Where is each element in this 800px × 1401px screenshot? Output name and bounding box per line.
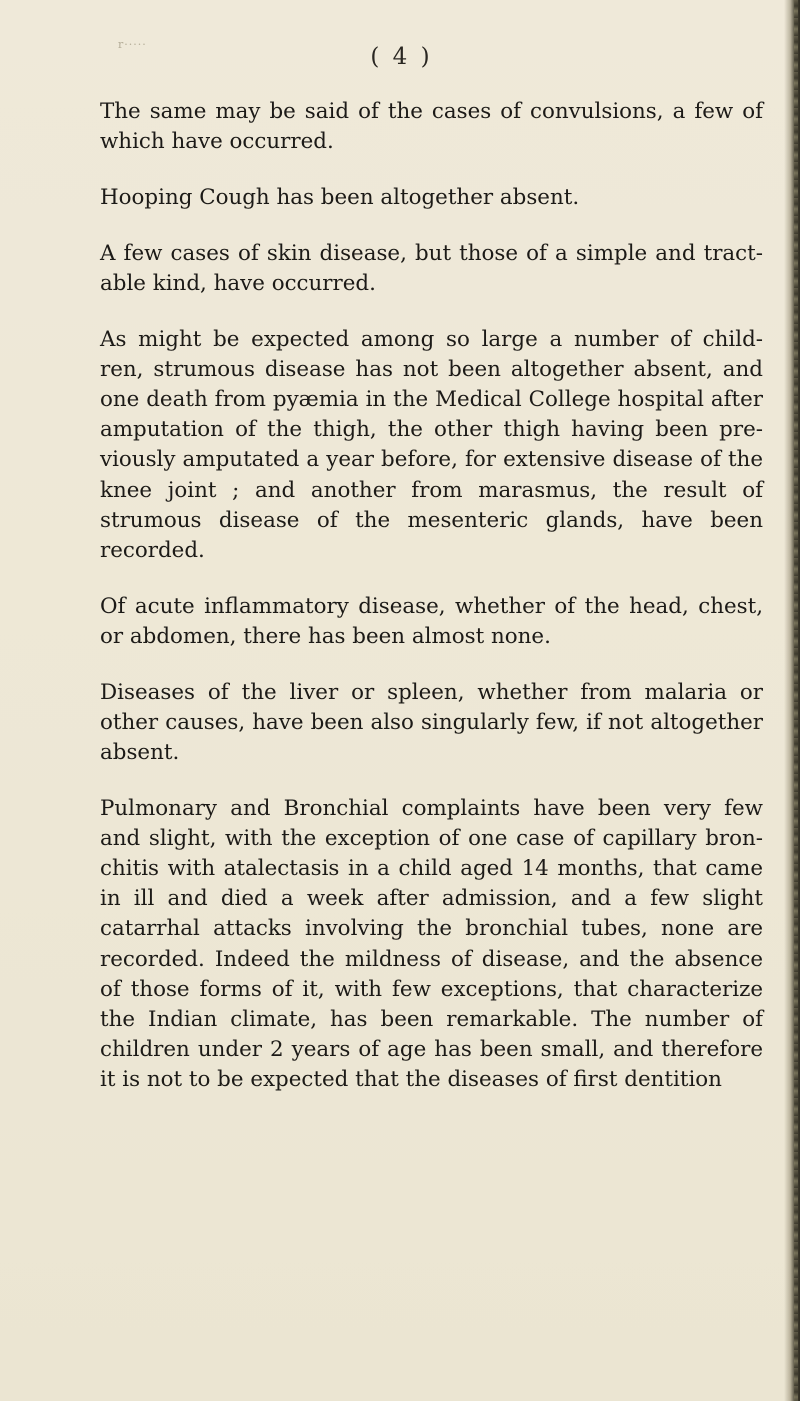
paragraph-pulmonary-bronchial: Pulmonary and Bronchial complaints have been very few and slight, with the exception of one case of capillary bron- chitis with atalectasis in a child aged 14 months, that came in ill and died a week after admission, and a few slight catarrhal attacks involving the bronchial tubes, none are recorded. Indeed the mildness of disease, and the absence of those forms of it, with few exceptions, that characterize the Indian climate, has been remarkable. The number of children under 2 years of age has been small, and therefore it is not to be expected that the diseases of first dentition — [100, 795, 763, 1093]
page-edge-shadow — [784, 0, 800, 1401]
page-number: ( 4 ) — [370, 44, 430, 70]
corner-mark: r····· — [118, 38, 147, 51]
paragraph-skin-disease: A few cases of skin disease, but those of a simple and tract- able kind, have occurred. — [100, 240, 763, 296]
body-text — [100, 97, 763, 1096]
paragraph-strumous-disease: As might be expected among so large a number of child- ren, strumous disease has not been altogether absent, and one death from pyæmia in the Medical College hospital after amputation of the thigh, the other thigh having been pre- viously amputated a year before, for extensive disease of the knee joint ; and another from marasmus, the result of strumous disease of the mesenteric glands, have been recorded. — [100, 326, 763, 563]
paragraph-inflammatory-disease: Of acute inflammatory disease, whether of the head, chest, or abdomen, there has been almost none. — [100, 593, 763, 649]
paragraph-convulsions: The same may be said of the cases of convulsions, a few of which have occurred. — [100, 99, 763, 155]
paragraph-liver-spleen: Diseases of the liver or spleen, whether from malaria or other causes, have been also singularly few, if not altogether absent. — [100, 679, 763, 765]
paragraph-hooping-cough: Hooping Cough has been altogether absent. — [100, 184, 580, 210]
